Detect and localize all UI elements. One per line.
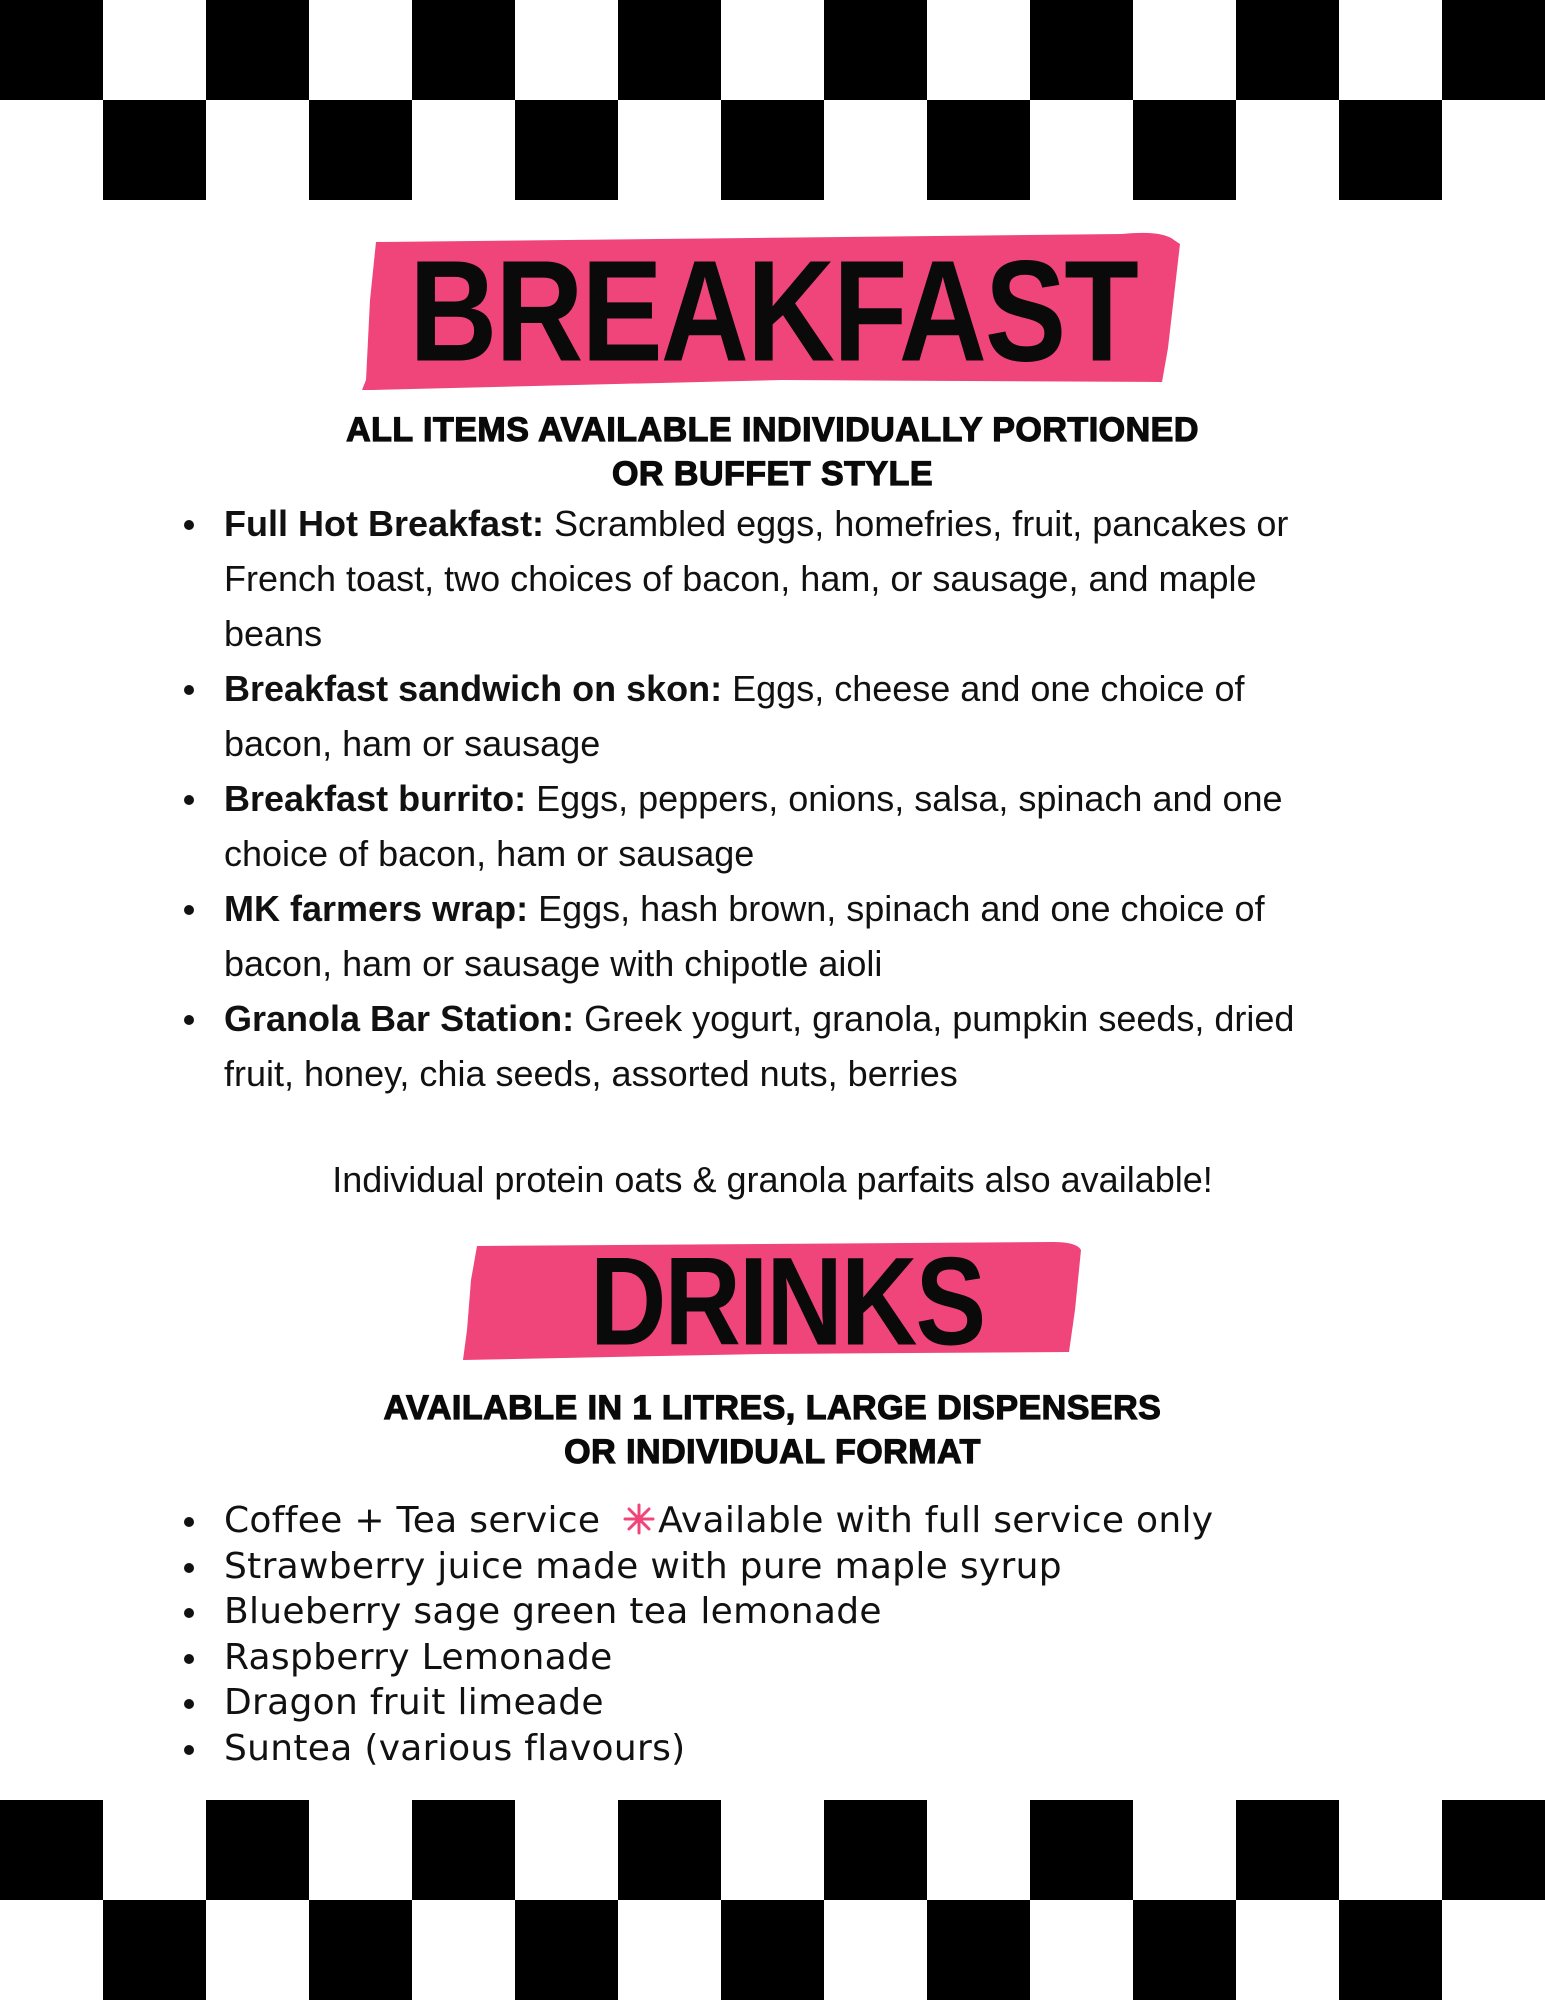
item-description: Greek yogurt, granola, pumpkin seeds, dried fruit, honey, chia seeds, assorted nuts, berries bbox=[224, 998, 1295, 1094]
checker-square bbox=[309, 100, 412, 200]
item-name: Full Hot Breakfast: bbox=[224, 503, 545, 544]
checker-square bbox=[515, 1900, 618, 2000]
checker-square bbox=[1030, 0, 1133, 100]
drink-name: Suntea (various flavours) bbox=[224, 1727, 686, 1769]
list-item bbox=[182, 1498, 1362, 1544]
bullet-icon bbox=[184, 685, 194, 695]
checker-square bbox=[309, 1900, 412, 2000]
list-item bbox=[182, 1726, 1362, 1772]
item-name: Granola Bar Station: bbox=[224, 998, 575, 1039]
checker-square bbox=[1339, 100, 1442, 200]
bullet-icon bbox=[184, 1699, 194, 1709]
drinks-menu-list bbox=[182, 1498, 1362, 1771]
breakfast-note: Individual protein oats & granola parfaits also available! bbox=[332, 1159, 1213, 1200]
drink-name: Raspberry Lemonade bbox=[224, 1636, 613, 1678]
checker-square bbox=[1442, 1800, 1545, 1900]
drinks-subheading bbox=[0, 1386, 1545, 1474]
item-description: Eggs, peppers, onions, salsa, spinach and one choice of bacon, ham or sausage bbox=[224, 778, 1283, 874]
drinks-subheading-line-1: AVAILABLE IN 1 LITRES, LARGE DISPENSERS bbox=[383, 1389, 1162, 1427]
breakfast-title: BREAKFAST bbox=[409, 230, 1137, 392]
checker-square bbox=[618, 0, 721, 100]
checker-square bbox=[103, 100, 206, 200]
list-item bbox=[182, 1589, 1362, 1635]
checker-square bbox=[1442, 0, 1545, 100]
checker-square bbox=[0, 0, 103, 100]
checker-square bbox=[721, 100, 824, 200]
bullet-icon bbox=[184, 520, 194, 530]
drink-name: Dragon fruit limeade bbox=[224, 1682, 604, 1723]
checker-square bbox=[721, 1900, 824, 2000]
list-item bbox=[182, 1635, 1362, 1681]
coffee-tea-label: Coffee + Tea service bbox=[224, 1500, 601, 1541]
checker-square bbox=[0, 1800, 103, 1900]
list-item bbox=[182, 1544, 1362, 1590]
checker-square bbox=[412, 0, 515, 100]
drinks-title: DRINKS bbox=[589, 1232, 985, 1372]
breakfast-banner bbox=[362, 230, 1184, 392]
list-item bbox=[182, 496, 1362, 661]
checker-square bbox=[515, 100, 618, 200]
drink-name: Strawberry juice made with pure maple syrup bbox=[224, 1545, 1062, 1587]
item-name: Breakfast burrito: bbox=[224, 778, 527, 819]
item-description: Eggs, cheese and one choice of bacon, ham or sausage bbox=[224, 668, 1245, 764]
breakfast-subheading-line-1: ALL ITEMS AVAILABLE INDIVIDUALLY PORTIONED bbox=[346, 411, 1199, 449]
checker-square bbox=[824, 1800, 927, 1900]
checker-square bbox=[412, 1800, 515, 1900]
checker-square bbox=[1133, 100, 1236, 200]
checkerboard-pattern bbox=[0, 0, 1545, 200]
breakfast-subheading bbox=[0, 408, 1545, 496]
item-description: Eggs, hash brown, spinach and one choice of bacon, ham or sausage with chipotle aioli bbox=[224, 888, 1265, 984]
checkerboard-bottom-border bbox=[0, 1800, 1545, 2000]
list-item bbox=[182, 881, 1362, 991]
breakfast-menu-list bbox=[182, 496, 1362, 1101]
drinks-banner bbox=[463, 1232, 1085, 1372]
checker-square bbox=[927, 100, 1030, 200]
checker-square bbox=[1236, 1800, 1339, 1900]
checker-square bbox=[1236, 0, 1339, 100]
breakfast-subheading-line-2: OR BUFFET STYLE bbox=[611, 455, 934, 493]
item-name: Breakfast sandwich on skon: bbox=[224, 668, 723, 709]
bullet-icon bbox=[184, 1745, 194, 1755]
bullet-icon bbox=[184, 1563, 194, 1573]
bullet-icon bbox=[184, 1517, 194, 1527]
item-name: MK farmers wrap: bbox=[224, 888, 529, 929]
asterisk-icon bbox=[622, 1502, 656, 1536]
bullet-icon bbox=[184, 1015, 194, 1025]
list-item bbox=[182, 1680, 1362, 1726]
list-item bbox=[182, 991, 1362, 1101]
coffee-tea-note: Available with full service only bbox=[658, 1500, 1214, 1541]
list-item bbox=[182, 771, 1362, 881]
checker-square bbox=[206, 0, 309, 100]
bullet-icon bbox=[184, 795, 194, 805]
checker-square bbox=[1133, 1900, 1236, 2000]
checkerboard-pattern bbox=[0, 1800, 1545, 2000]
drinks-subheading-line-2: OR INDIVIDUAL FORMAT bbox=[564, 1433, 981, 1471]
checkerboard-top-border bbox=[0, 0, 1545, 200]
drink-name: Blueberry sage green tea lemonade bbox=[224, 1591, 882, 1632]
checker-square bbox=[927, 1900, 1030, 2000]
checker-square bbox=[824, 0, 927, 100]
item-description: Scrambled eggs, homefries, fruit, pancakes or French toast, two choices of bacon, ham, or sausage, and maple beans bbox=[224, 503, 1289, 654]
checker-square bbox=[618, 1800, 721, 1900]
list-item bbox=[182, 661, 1362, 771]
bullet-icon bbox=[184, 1608, 194, 1618]
bullet-icon bbox=[184, 905, 194, 915]
checker-square bbox=[1339, 1900, 1442, 2000]
checker-square bbox=[206, 1800, 309, 1900]
checker-square bbox=[103, 1900, 206, 2000]
checker-square bbox=[1030, 1800, 1133, 1900]
bullet-icon bbox=[184, 1654, 194, 1664]
